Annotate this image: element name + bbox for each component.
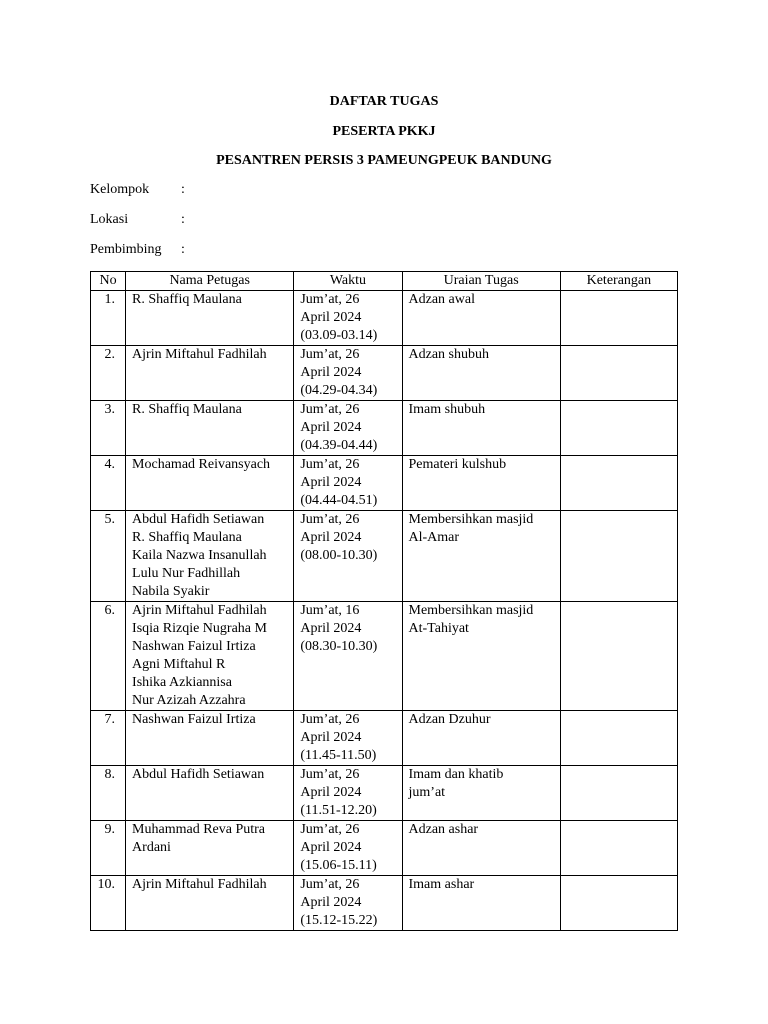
uraian-line: Adzan ashar <box>408 822 479 837</box>
pembimbing-label: Pembimbing <box>90 242 162 257</box>
petugas-name: Ishika Azkiannisa <box>132 675 232 690</box>
uraian-line: jum’at <box>408 785 446 800</box>
header-no: No <box>91 272 126 291</box>
uraian-line: Pemateri kulshub <box>408 457 507 472</box>
petugas-name: Ardani <box>132 840 171 855</box>
petugas-name-cell <box>126 821 294 876</box>
table-row <box>91 766 678 821</box>
institution-name: PESANTREN PERSIS 3 PAMEUNGPEUK BANDUNG <box>216 153 552 168</box>
table-row <box>91 876 678 931</box>
keterangan-cell <box>560 456 677 511</box>
uraian-cell <box>402 602 560 711</box>
waktu-line: Jum’at, 26 <box>300 712 360 727</box>
row-number: 4. <box>91 456 126 511</box>
uraian-cell <box>402 346 560 401</box>
waktu-line: April 2024 <box>300 730 362 745</box>
uraian-cell <box>402 711 560 766</box>
table-row <box>91 602 678 711</box>
row-number: 2. <box>91 346 126 401</box>
waktu-line: April 2024 <box>300 365 362 380</box>
waktu-line: Jum’at, 26 <box>300 457 360 472</box>
petugas-name: Ajrin Miftahul Fadhilah <box>132 877 267 892</box>
petugas-name-cell <box>126 766 294 821</box>
petugas-name-cell <box>126 456 294 511</box>
waktu-cell <box>294 346 402 401</box>
waktu-line: (11.51-12.20) <box>300 803 377 818</box>
lokasi-label: Lokasi <box>90 212 129 227</box>
waktu-cell <box>294 711 402 766</box>
waktu-cell <box>294 602 402 711</box>
petugas-name: Lulu Nur Fadhillah <box>132 566 241 581</box>
waktu-line: April 2024 <box>300 840 362 855</box>
document-title: DAFTAR TUGAS <box>329 94 439 109</box>
keterangan-cell <box>560 876 677 931</box>
uraian-line: Adzan awal <box>408 292 475 307</box>
waktu-line: Jum’at, 26 <box>300 347 360 362</box>
waktu-cell <box>294 821 402 876</box>
uraian-line: Adzan Dzuhur <box>408 712 491 727</box>
keterangan-cell <box>560 511 677 602</box>
uraian-line: Imam dan khatib <box>408 767 504 782</box>
petugas-name-cell <box>126 602 294 711</box>
petugas-name: Nur Azizah Azzahra <box>132 693 246 708</box>
waktu-line: April 2024 <box>300 621 362 636</box>
lokasi-field <box>90 211 185 229</box>
row-number: 1. <box>91 291 126 346</box>
table-row <box>91 346 678 401</box>
waktu-line: (08.00-10.30) <box>300 548 378 563</box>
waktu-line: April 2024 <box>300 785 362 800</box>
waktu-line: April 2024 <box>300 475 362 490</box>
uraian-line: At-Tahiyat <box>408 621 469 636</box>
petugas-name: Muhammad Reva Putra <box>132 822 266 837</box>
task-table <box>90 271 678 931</box>
table-body <box>91 291 678 931</box>
waktu-cell <box>294 876 402 931</box>
table-header-row <box>91 272 678 291</box>
petugas-name-cell <box>126 291 294 346</box>
waktu-line: Jum’at, 26 <box>300 402 360 417</box>
table-row <box>91 511 678 602</box>
header-uraian-tugas: Uraian Tugas <box>402 272 560 291</box>
waktu-line: (04.39-04.44) <box>300 438 378 453</box>
row-number: 3. <box>91 401 126 456</box>
waktu-cell <box>294 401 402 456</box>
petugas-name-cell <box>126 876 294 931</box>
row-number: 7. <box>91 711 126 766</box>
petugas-name: Mochamad Reivansyach <box>132 457 271 472</box>
uraian-line: Adzan shubuh <box>408 347 489 362</box>
table-row <box>91 821 678 876</box>
kelompok-label: Kelompok <box>90 182 150 197</box>
header-nama-petugas: Nama Petugas <box>126 272 294 291</box>
keterangan-cell <box>560 711 677 766</box>
waktu-cell <box>294 511 402 602</box>
waktu-line: (15.06-15.11) <box>300 858 377 873</box>
waktu-cell <box>294 291 402 346</box>
uraian-cell <box>402 456 560 511</box>
waktu-line: (04.44-04.51) <box>300 493 378 508</box>
table-row <box>91 291 678 346</box>
waktu-line: Jum’at, 26 <box>300 877 360 892</box>
petugas-name: Agni Miftahul R <box>132 657 226 672</box>
waktu-line: (15.12-15.22) <box>300 913 378 928</box>
uraian-line: Membersihkan masjid <box>408 603 534 618</box>
kelompok-separator: : <box>181 182 185 197</box>
waktu-line: (04.29-04.34) <box>300 383 378 398</box>
waktu-line: (03.09-03.14) <box>300 328 378 343</box>
petugas-name: Abdul Hafidh Setiawan <box>132 767 265 782</box>
keterangan-cell <box>560 401 677 456</box>
kelompok-field <box>90 181 185 199</box>
petugas-name: Ajrin Miftahul Fadhilah <box>132 603 267 618</box>
uraian-cell <box>402 821 560 876</box>
waktu-line: (08.30-10.30) <box>300 639 378 654</box>
uraian-cell <box>402 876 560 931</box>
petugas-name: Kaila Nazwa Insanullah <box>132 548 267 563</box>
waktu-line: April 2024 <box>300 310 362 325</box>
petugas-name: Isqia Rizqie Nugraha M <box>132 621 267 636</box>
row-number: 9. <box>91 821 126 876</box>
row-number: 6. <box>91 602 126 711</box>
waktu-cell <box>294 766 402 821</box>
table-row <box>91 456 678 511</box>
uraian-cell <box>402 511 560 602</box>
header-keterangan: Keterangan <box>560 272 677 291</box>
petugas-name-cell <box>126 711 294 766</box>
petugas-name-cell <box>126 346 294 401</box>
keterangan-cell <box>560 821 677 876</box>
waktu-line: Jum’at, 26 <box>300 292 360 307</box>
document-subtitle: PESERTA PKKJ <box>332 124 436 139</box>
waktu-line: April 2024 <box>300 420 362 435</box>
keterangan-cell <box>560 291 677 346</box>
petugas-name: R. Shaffiq Maulana <box>132 292 242 307</box>
waktu-line: Jum’at, 26 <box>300 767 360 782</box>
petugas-name: Nashwan Faizul Irtiza <box>132 712 256 727</box>
waktu-cell <box>294 456 402 511</box>
keterangan-cell <box>560 766 677 821</box>
petugas-name-cell <box>126 511 294 602</box>
uraian-cell <box>402 291 560 346</box>
row-number: 10. <box>91 876 126 931</box>
table-row <box>91 711 678 766</box>
keterangan-cell <box>560 346 677 401</box>
petugas-name: Nashwan Faizul Irtiza <box>132 639 256 654</box>
waktu-line: Jum’at, 26 <box>300 512 360 527</box>
lokasi-separator: : <box>181 212 185 227</box>
row-number: 8. <box>91 766 126 821</box>
petugas-name-cell <box>126 401 294 456</box>
pembimbing-separator: : <box>181 242 185 257</box>
petugas-name: R. Shaffiq Maulana <box>132 530 242 545</box>
uraian-cell <box>402 766 560 821</box>
uraian-line: Imam ashar <box>408 877 475 892</box>
waktu-line: (11.45-11.50) <box>300 748 377 763</box>
petugas-name: Nabila Syakir <box>132 584 210 599</box>
waktu-line: April 2024 <box>300 895 362 910</box>
uraian-line: Membersihkan masjid <box>408 512 534 527</box>
keterangan-cell <box>560 602 677 711</box>
pembimbing-field <box>90 241 185 259</box>
table-row <box>91 401 678 456</box>
petugas-name: Ajrin Miftahul Fadhilah <box>132 347 267 362</box>
row-number: 5. <box>91 511 126 602</box>
waktu-line: Jum’at, 26 <box>300 822 360 837</box>
waktu-line: Jum’at, 16 <box>300 603 360 618</box>
waktu-line: April 2024 <box>300 530 362 545</box>
uraian-line: Al-Amar <box>408 530 460 545</box>
uraian-cell <box>402 401 560 456</box>
uraian-line: Imam shubuh <box>408 402 486 417</box>
petugas-name: R. Shaffiq Maulana <box>132 402 242 417</box>
petugas-name: Abdul Hafidh Setiawan <box>132 512 265 527</box>
header-waktu: Waktu <box>294 272 402 291</box>
